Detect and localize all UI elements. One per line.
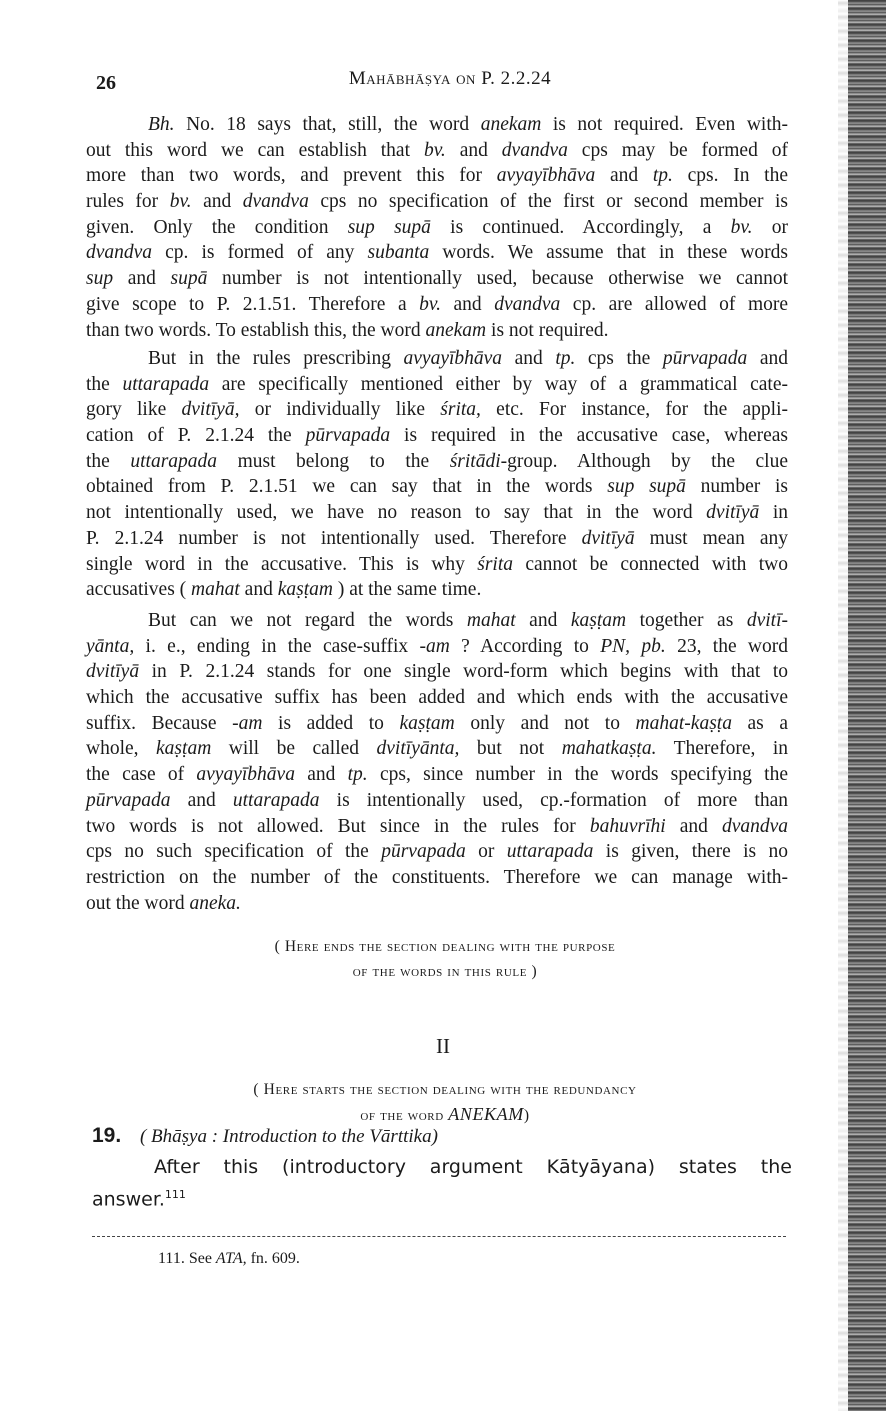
section-start-note-prefix: of the word [360,1107,444,1124]
italic-term: supā [170,268,208,290]
text-run: No. 18 says that, still, the word [174,114,481,135]
text-run: restriction on the number of the constituents. Therefore we can manage with- [86,866,788,888]
italic-term: mahat-kaṣṭa [635,712,732,734]
italic-term: dvandva [721,815,788,837]
text-line [86,138,788,164]
section-start-note-word: ANEKAM [448,1104,524,1124]
text-run: two words is not allowed. But since in the rules for [86,815,590,837]
text-run: suffix. Because [86,712,233,734]
italic-term: uttarapada [506,841,594,863]
text-run: is intentionally used, cp.-formation of more than [319,789,788,811]
italic-term: dvandva [86,242,153,264]
text-run: But can we not regard the words [148,610,467,631]
text-line [86,659,788,685]
text-run: whole, [86,738,157,760]
text-run: cps no such specification of the [86,841,382,863]
section-end-note-line1: ( Here ends the section dealing with the purpose [274,938,616,955]
text-run: cps may be formed of [567,139,789,161]
italic-term: śritādi [449,450,501,472]
text-run: 23, the word [665,635,789,657]
text-run: But in the rules prescribing [148,348,404,369]
text-run: or [465,841,507,863]
text-line [86,163,788,189]
footnote-reference[interactable]: 111 [164,1188,186,1201]
text-run: is required in the accusative case, whereas [390,425,788,447]
italic-term: uttarapada [130,450,218,472]
italic-term: -am [232,712,263,734]
text-run: ) at the same time. [332,579,482,601]
text-run: but not [459,738,562,760]
text-run: not intentionally used, we have no reason to say that in the word [86,502,707,524]
text-run: cps no specification of the first or second member is [308,191,788,213]
text-run: or individually like [239,399,441,421]
text-run: and [191,191,243,213]
text-run: out the word [86,892,190,914]
italic-term: kaṣṭam [570,610,627,631]
answer-line-1: After this (introductory argument Kātyāyana) states the [154,1156,792,1178]
text-run: more than two words, and prevent this for [86,165,497,187]
running-header [300,68,600,90]
text-line [86,112,788,138]
italic-term: mahat [466,610,516,631]
italic-term: bv. [419,293,441,315]
text-run: accusatives ( [86,579,192,601]
text-line [86,215,788,241]
italic-term: bv. [730,216,753,238]
italic-term: dvandva [501,139,568,161]
text-run: and [113,268,171,290]
text-line [86,552,788,578]
text-line [86,500,788,526]
answer-text [92,1154,792,1213]
text-line [86,266,788,292]
text-run: together as [626,610,747,631]
paragraph-1 [86,112,788,343]
italic-term: śrita [477,553,514,575]
text-run: must mean any [634,527,788,549]
text-run: and [747,348,789,369]
italic-term: PN, pb. [600,635,666,657]
text-run: only and not to [454,712,636,734]
text-line [86,736,788,762]
italic-term: dvitī- [746,610,788,631]
text-line [86,685,788,711]
text-line [86,634,788,660]
italic-term: avyayībhāva [196,764,295,786]
scan-binding-edge [848,0,886,1411]
text-line [86,346,788,372]
text-run: are specifically mentioned either by way of a grammatical cate- [209,373,788,395]
section-start-note-line1: ( Here starts the section dealing with the redundancy [253,1081,637,1098]
italic-term: dvitīyā [581,527,635,549]
text-run: is added to [262,712,400,734]
text-line [86,891,788,917]
italic-term: -am [419,635,450,657]
text-run: which the accusative suffix has been added and which ends with the accusative [86,687,788,709]
italic-term: dvitīyā, [181,399,240,421]
italic-term: dvitīyā [706,502,760,524]
text-run: and [441,293,495,315]
italic-term: dvitīyā [86,661,140,683]
text-run: the case of [86,764,197,786]
text-run: in P. 2.1.24 stands for one single word-form which begins with that to [139,661,788,683]
text-run: i. e., ending in the case-suffix [134,635,420,657]
text-run: cannot be connected with two [513,553,788,575]
text-run: cps. In the [672,165,788,187]
text-line [86,526,788,552]
section-number: II [436,1034,450,1058]
text-run: etc. For instance, for the appli- [480,399,788,421]
text-line [86,762,788,788]
italic-term: aneka. [189,892,241,914]
footnote-source: ATA, [215,1250,247,1267]
italic-term: bahuvrīhi [589,815,666,837]
item-number: 19. [92,1124,122,1147]
text-run: and [595,165,653,187]
text-run: P. 2.1.24 number is not intentionally used. Therefore [86,527,582,549]
italic-term: dvandva [494,293,561,315]
section-start-note [150,1077,740,1128]
italic-term: kaṣṭam [277,579,333,601]
answer-line-2 [92,1181,792,1213]
text-line [86,449,788,475]
italic-term: anekam [425,319,487,341]
footnote [158,1250,300,1268]
text-run: number is not intentionally used, because otherwise we cannot [207,268,788,290]
italic-term: tp. [347,764,368,786]
italic-term: kaṣṭam [399,712,455,734]
italic-term: śrita, [440,399,481,421]
text-run: and [445,139,502,161]
text-run: give scope to P. 2.1.51. Therefore a [86,293,420,315]
text-run: cp. is formed of any [152,242,368,264]
text-line [86,240,788,266]
text-line [86,814,788,840]
text-run: and [665,815,722,837]
text-line [86,577,788,603]
text-line [86,865,788,891]
text-run: the [86,450,131,472]
answer-word: answer. [92,1188,165,1211]
text-run: or [752,216,788,238]
paragraph-3 [86,608,788,916]
text-run: and [515,610,571,631]
text-run: cps the [575,348,663,369]
text-run: cation of P. 2.1.24 the [86,425,306,447]
section-start-note-suffix: ) [523,1107,530,1124]
text-run: words. We assume that in these words [429,242,789,264]
footnote-number: 111. [158,1250,185,1267]
italic-term: pūrvapada [86,789,171,811]
text-run: -group. Although by the clue [500,450,788,472]
text-run: is not required. [486,319,609,341]
italic-term: bv. [169,191,192,213]
text-run: out this word we can establish that [86,139,424,161]
text-line [86,711,788,737]
text-run: than two words. To establish this, the word [86,319,426,341]
italic-term: bv. [423,139,446,161]
italic-term: tp. [652,165,673,187]
text-line [86,423,788,449]
text-line [86,608,788,634]
text-run: cps, since number in the words specifying the [367,764,788,786]
running-header-title: Mahābhāṣya on [348,68,476,89]
text-run: as a [731,712,789,734]
italic-term: yānta, [86,635,135,657]
text-line [86,189,788,215]
italic-term: avyayībhāva [496,165,596,187]
text-line [86,397,788,423]
italic-term: pūrvapada [662,348,748,369]
italic-term: sup [86,268,114,290]
italic-term: mahatkaṣṭa. [561,738,657,760]
text-run: ? According to [449,635,601,657]
text-run: Therefore, in [656,738,789,760]
scan-shadow [838,0,848,1411]
section-end-note-line2: of the words in this rule ) [352,963,538,980]
italic-term: pūrvapada [305,425,391,447]
page-number: 26 [96,72,116,94]
text-run: will be called [211,738,377,760]
text-line [86,839,788,865]
section-end-note [150,934,740,984]
text-run: cp. are allowed of more [560,293,789,315]
italic-term: kaṣṭam [156,738,212,760]
italic-term: mahat [191,579,240,601]
text-line [86,474,788,500]
text-run: the [86,373,123,395]
text-run: is continued. Accordingly, a [430,216,731,238]
text-run: number is [685,476,789,498]
italic-term: uttarapada [232,789,320,811]
footnote-divider [92,1236,786,1237]
footnote-text-prefix: See [188,1250,212,1267]
text-run: and [170,789,233,811]
running-header-ref: P. 2.2.24 [481,68,552,89]
text-run: single word in the accusative. This is why [86,553,478,575]
text-line [86,372,788,398]
text-run: given. Only the condition [86,216,348,238]
item-heading [92,1124,438,1148]
text-run: and [294,764,348,786]
italic-term: uttarapada [122,373,210,395]
text-run: is given, there is no [593,841,789,863]
footnote-text-suffix: fn. 609. [250,1250,300,1267]
text-run: gory like [86,399,182,421]
italic-term: pūrvapada [381,841,466,863]
text-run: is not required. Even with- [541,114,788,135]
text-run: in [759,502,789,524]
italic-term: avyayībhāva [403,348,503,369]
text-run: must belong to the [217,450,450,472]
text-line [86,788,788,814]
italic-term: anekam [480,114,542,135]
italic-term: sup supā [347,216,431,238]
paragraph-2 [86,346,788,603]
item-title: ( Bhāṣya : Introduction to the Vārttika) [139,1126,438,1147]
italic-term: sup supā [607,476,686,498]
text-line [86,292,788,318]
text-line [86,318,788,344]
italic-term: Bh. [148,114,175,135]
italic-term: dvandva [242,191,309,213]
italic-term: tp. [555,348,576,369]
text-run: and [239,579,278,601]
text-run: obtained from P. 2.1.51 we can say that in the words [86,476,608,498]
italic-term: dvitīyānta, [376,738,460,760]
text-run: and [502,348,556,369]
italic-term: subanta [367,242,430,264]
text-run: rules for [86,191,170,213]
